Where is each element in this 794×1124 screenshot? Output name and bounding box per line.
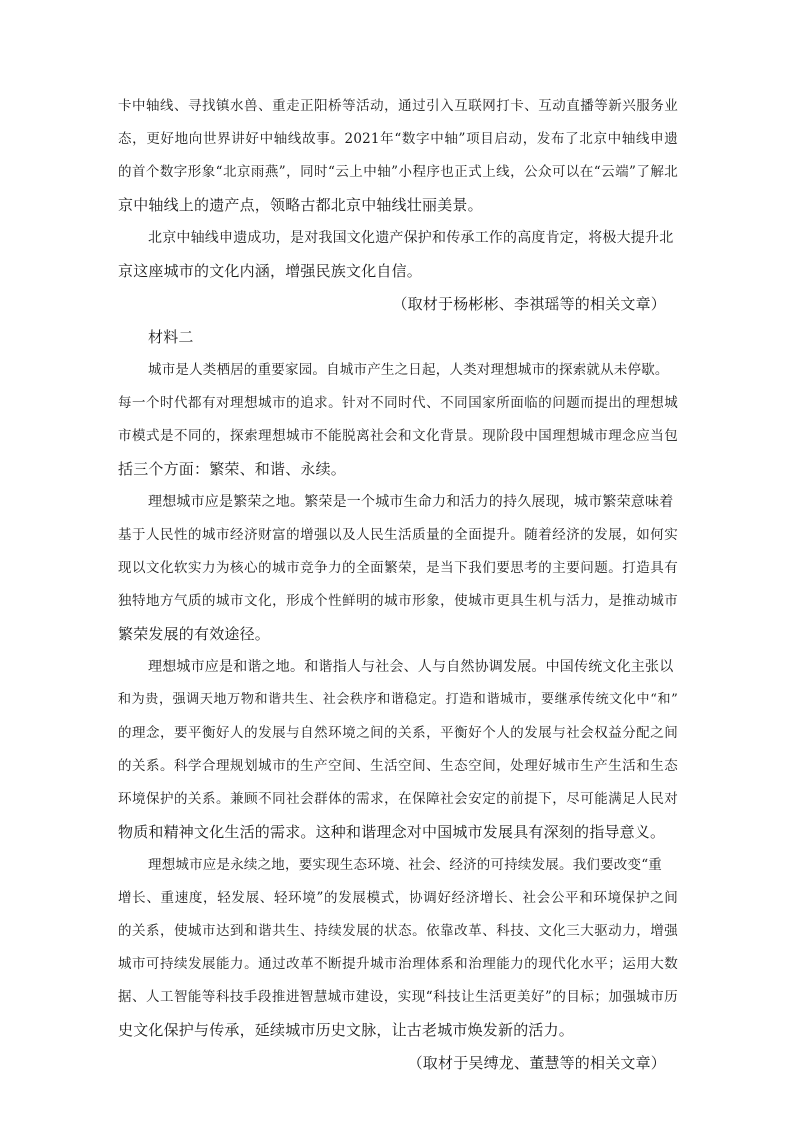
text-line: 基于人民性的城市经济财富的增强以及人民生活质量的全面提升。随着经济的发展，如何实: [118, 527, 678, 543]
text-line: 现以文化软实力为核心的城市竞争力的全面繁荣，是当下我们要思考的主要问题。打造具有: [118, 560, 678, 576]
text-line: 据、人工智能等科技手段推进智慧城市建设，实现“科技让生活更美好”的目标；加强城市历: [118, 989, 678, 1005]
section-heading: 材料二: [148, 328, 194, 346]
text-line: 的理念，要平衡好人的发展与自然环境之间的关系，平衡好个人的发展与社会权益分配之间: [118, 725, 678, 741]
text-line: 理想城市应是和谐之地。和谐指人与社会、人与自然协调发展。中国传统文化主张以: [148, 659, 674, 675]
text-line: 每一个时代都有对理想城市的追求。针对不同时代、不同国家所面临的问题而提出的理想城: [118, 395, 678, 411]
text-line: 独特地方气质的城市文化，形成个性鲜明的城市形象，使城市更具生机与活力，是推动城市: [118, 593, 678, 609]
text-line: 和为贵，强调天地万物和谐共生、社会秩序和谐稳定。打造和谐城市，要继承传统文化中“和”: [118, 692, 678, 707]
text-line: 繁荣发展的有效途径。: [118, 625, 271, 643]
text-line: 括三个方面：繁荣、和谐、永续。: [118, 460, 347, 478]
text-line: 理想城市应是繁荣之地。繁荣是一个城市生命力和活力的持久展现，城市繁荣意味着: [148, 494, 674, 510]
text-line: 的首个数字形象“北京雨燕”，同时“云上中轴”小程序也正式上线，公众可以在“云端”了解北: [118, 164, 678, 180]
text-line: 北京中轴线申遗成功，是对我国文化遗产保护和传承工作的高度肯定，将极大提升北: [148, 230, 674, 246]
text-line: 京中轴线上的遗产点，领略古都北京中轴线壮丽美景。: [118, 196, 483, 214]
text-line: 卡中轴线、寻找镇水兽、重走正阳桥等活动，通过引入互联网打卡、互动直播等新兴服务业: [118, 98, 678, 114]
source-citation: （取材于吴缚龙、董慧等的相关文章）: [407, 1054, 666, 1072]
text-line: 市模式是不同的，探索理想城市不能脱离社会和文化背景。现阶段中国理想城市理念应当包: [118, 428, 678, 444]
text-line: 态，更好地向世界讲好中轴线故事。2021年“数字中轴”项目启动，发布了北京中轴线申遗: [118, 131, 678, 147]
text-line: 环境保护的关系。兼顾不同社会群体的需求，在保障社会安定的前提下，尽可能满足人民对: [118, 791, 678, 807]
text-line: 增长、重速度，轻发展、轻环境”的发展模式，协调好经济增长、社会公平和环境保护之间: [118, 890, 678, 906]
source-citation: （取材于杨彬彬、李祺瑶等的相关文章）: [392, 295, 666, 313]
text-line: 物质和精神文化生活的需求。这种和谐理念对中国城市发展具有深刻的指导意义。: [118, 823, 666, 841]
text-line: 城市是人类栖居的重要家园。自城市产生之日起，人类对理想城市的探索就从未停歇。: [148, 362, 669, 378]
text-line: 京这座城市的文化内涵，增强民族文化自信。: [118, 262, 423, 280]
text-line: 理想城市应是永续之地，要实现生态环境、社会、经济的可持续发展。我们要改变“重: [148, 857, 663, 873]
text-line: 史文化保护与传承，延续城市历史文脉，让古老城市焕发新的活力。: [118, 1021, 575, 1039]
text-line: 的关系，使城市达到和谐共生、持续发展的状态。依靠改革、科技、文化三大驱动力，增强: [118, 923, 678, 939]
text-line: 的关系。科学合理规划城市的生产空间、生活空间、生态空间，处理好城市生产生活和生态: [118, 758, 678, 774]
text-line: 城市可持续发展能力。通过改革不断提升城市治理体系和治理能力的现代化水平；运用大数: [118, 956, 678, 972]
